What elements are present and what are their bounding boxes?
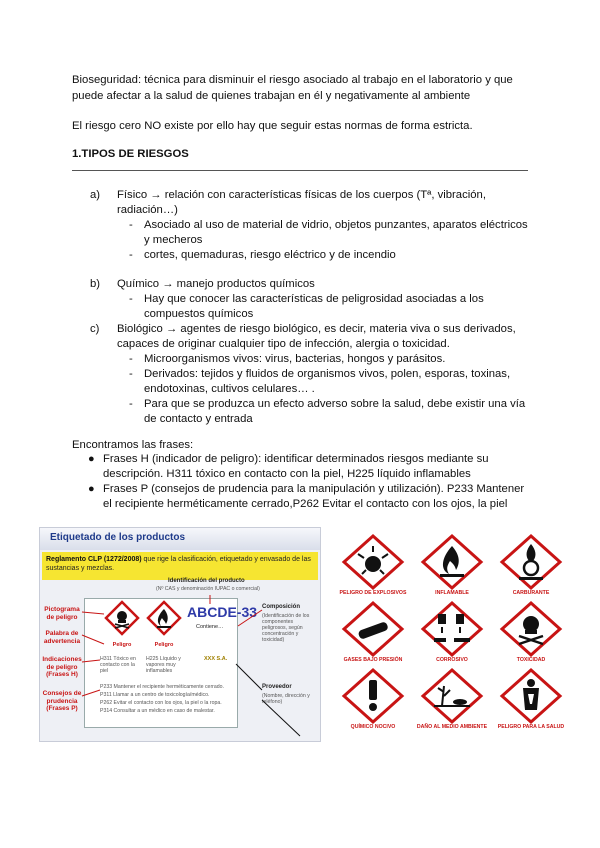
bullet-icon: ●	[88, 483, 95, 495]
caption-explosive: PELIGRO DE EXPLOSIVOS	[339, 590, 407, 596]
ghs-pictogram-grid	[334, 530, 570, 738]
sub-item: Microorganismos vivos: virus, bacterias, hongos y parásitos.	[144, 353, 446, 365]
contains-text: Contiene…	[196, 624, 224, 630]
h-phrase-2: H225 Líquido y vapores muy inflamables	[146, 656, 181, 674]
sub-item: Para que se produzca un efecto adverso sobre la salud, debe existir una vía de contacto y entrada	[144, 398, 526, 425]
zero-risk-note: El riesgo cero NO existe por ello hay que seguir estas normas de forma estricta.	[72, 120, 473, 132]
caption-toxic: TOXICIDAD	[516, 657, 546, 663]
caption-gas: GASES BAJO PRESIÓN	[343, 657, 403, 663]
regulation-description: que rige la clasificación, etiquetado y envasado de las sustancias y mezclas.	[46, 556, 311, 572]
phrases-intro: Encontramos las frases:	[72, 439, 194, 451]
caption-corrosive: CORROSIVO	[436, 657, 468, 663]
p-phrase: P314 Consultar a un médico en caso de malestar.	[100, 708, 215, 714]
intro-line-1: Bioseguridad: técnica para disminuir el riesgo asociado al trabajo en el laboratorio y que	[72, 74, 513, 86]
regulation-name: Reglamento CLP (1272/2008)	[46, 556, 142, 563]
explosive-pictogram-icon	[344, 536, 402, 588]
flammable-pictogram-icon	[423, 536, 481, 588]
p-phrase: P311 Llamar a un centro de toxicología/médico.	[100, 692, 210, 698]
h-phrase-1: H311 Tóxico en contacto con la piel	[100, 656, 136, 674]
product-id-title: Identificación del producto	[168, 578, 245, 584]
intro-line-2: puede afectar a la salud de quienes trabajan en él y negativamente al ambiente	[72, 90, 471, 102]
label-precautionary: Consejos de prudencia (Frases P)	[42, 690, 82, 712]
p-phrase: P262 Evitar el contacto con los ojos, la piel o la ropa.	[100, 700, 222, 706]
dash-marker: -	[129, 249, 133, 261]
dash-marker: -	[129, 398, 133, 410]
environment-pictogram-icon	[423, 670, 481, 722]
figure-title: Etiquetado de los productos	[50, 532, 186, 543]
composition-detail: (Identificación de los componentes peligrosos, según concentración y toxicidad)	[262, 613, 310, 643]
dash-marker: -	[129, 219, 133, 231]
dash-marker: -	[129, 368, 133, 380]
dash-marker: -	[129, 293, 133, 305]
sub-item: Derivados: tejidos y fluidos de organismos vivos, polen, esporas, toxinas, endotoxinas, cultivos celulares… .	[144, 368, 511, 395]
section-heading: 1.TIPOS DE RIESGOS	[72, 148, 189, 160]
caption-harmful: QUÍMICO NOCIVO	[350, 724, 396, 730]
caption-environment: DAÑO AL MEDIO AMBIENTE	[416, 724, 488, 730]
toxic-skull-pictogram-icon	[502, 603, 560, 655]
risk-type-text: Físico → relación con características físicas de los cuerpos (Tª, vibración, radiación…)	[117, 189, 486, 216]
sub-item: cortes, quemaduras, riesgo eléctrico y de incendio	[144, 249, 396, 261]
list-marker: a)	[90, 189, 101, 201]
oxidizer-pictogram-icon	[502, 536, 560, 588]
list-marker: b)	[90, 278, 101, 290]
health-hazard-pictogram-icon	[502, 670, 560, 722]
caption-oxidizer: CARBURANTE	[512, 590, 550, 596]
exclamation-pictogram-icon	[344, 670, 402, 722]
caption-flammable: INFLAMABLE	[435, 590, 469, 596]
phrase-h: Frases H (indicador de peligro): identificar determinados riesgos mediante su descripción. H311 tóxico en contacto con la piel, H225 líquido inflamables	[103, 453, 489, 480]
dash-marker: -	[129, 353, 133, 365]
sub-item: Hay que conocer las características de peligrosidad asociadas a los compuestos químicos	[144, 293, 484, 320]
list-marker: c)	[90, 323, 100, 335]
product-id-detail: (Nº CAS y denominación IUPAC o comercial)	[156, 586, 260, 592]
risk-type-text: Biológico → agentes de riesgo biológico, es decir, materia viva o sus derivados, capaces de originar cualquier tipo de infección, alergia o toxicidad.	[117, 323, 516, 350]
supplier-title: Proveedor	[262, 684, 292, 690]
signal-word-1: Peligro	[112, 642, 132, 648]
composition-title: Composición	[262, 604, 301, 610]
supplier-box-text: XXX S.A.	[204, 656, 228, 662]
signal-word-2: Peligro	[154, 642, 174, 648]
phrase-p: Frases P (consejos de prudencia para la manipulación y utilización). P233 Mantener el recipiente herméticamente cerrado,P262 Evitar el contacto con los ojos, la piel	[103, 483, 525, 510]
sub-item: Asociado al uso de material de vidrio, objetos punzantes, aparatos eléctricos y mecheros	[144, 219, 528, 246]
label-hazard-statements: Indicaciones de peligro (Frases H)	[42, 656, 82, 678]
risk-type-text: Químico → manejo productos químicos	[117, 278, 315, 290]
corrosive-pictogram-icon	[423, 603, 481, 655]
bullet-icon: ●	[88, 453, 95, 465]
supplier-detail: (Nombre, dirección y teléfono)	[262, 693, 310, 705]
label-signal-word: Palabra de advertencia	[43, 630, 81, 645]
caption-health: PELIGRO PARA LA SALUD	[497, 724, 565, 730]
gas-cylinder-pictogram-icon	[344, 603, 402, 655]
p-phrase: P233 Mantener el recipiente herméticamente cerrado.	[100, 684, 224, 690]
label-pictogram: Pictograma de peligro	[44, 606, 80, 621]
product-code: ABCDE-33	[187, 604, 258, 620]
